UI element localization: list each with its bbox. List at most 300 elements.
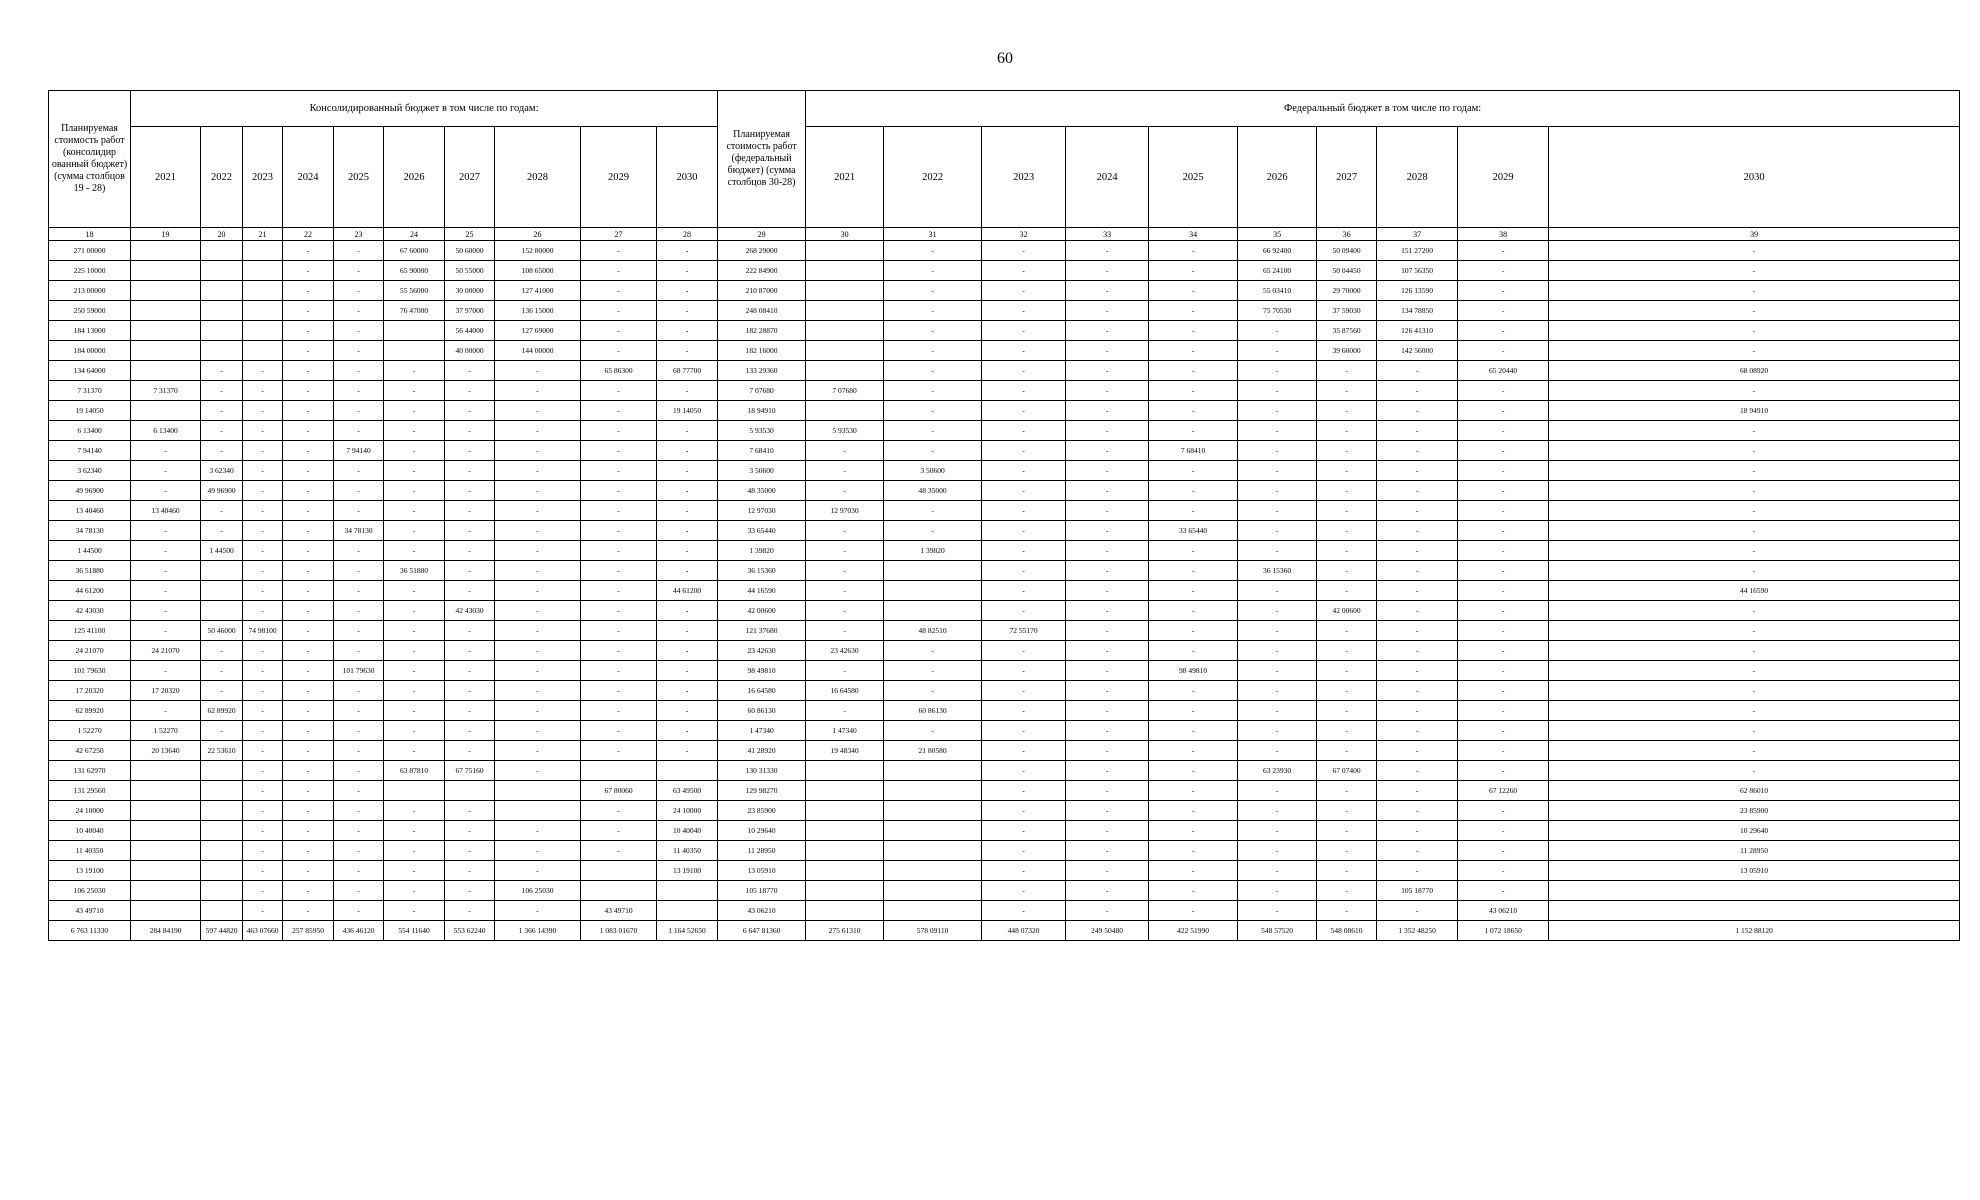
- table-row: [49, 381, 1960, 401]
- table-cell: -: [1317, 501, 1377, 521]
- table-cell: 34 78130: [334, 521, 384, 541]
- table-cell: 3 62340: [49, 461, 131, 481]
- consolidated-year-header: 2030: [657, 127, 718, 228]
- table-cell: -: [283, 241, 334, 261]
- table-cell: [806, 341, 884, 361]
- table-cell: -: [1377, 461, 1458, 481]
- table-cell: -: [884, 281, 982, 301]
- table-cell: -: [1066, 861, 1149, 881]
- consolidated-budget-header: Консолидированный бюджет в том числе по годам:: [131, 91, 718, 127]
- table-cell: -: [1377, 501, 1458, 521]
- table-cell: -: [581, 281, 657, 301]
- federal-year-header: 2022: [884, 127, 982, 228]
- table-cell: 151 27200: [1377, 241, 1458, 261]
- table-cell: -: [1317, 361, 1377, 381]
- table-cell: 5 93530: [718, 421, 806, 441]
- table-cell: -: [495, 361, 581, 381]
- table-cell: 7 68410: [1149, 441, 1238, 461]
- table-cell: -: [283, 301, 334, 321]
- table-cell: -: [495, 721, 581, 741]
- federal-year-header: 2030: [1549, 127, 1960, 228]
- table-cell: 60 86130: [718, 701, 806, 721]
- table-cell: -: [884, 721, 982, 741]
- table-cell: -: [334, 301, 384, 321]
- table-row: [49, 741, 1960, 761]
- table-cell: 13 05910: [1549, 861, 1960, 881]
- table-cell: -: [1317, 461, 1377, 481]
- table-cell: [201, 861, 243, 881]
- table-cell: -: [1377, 401, 1458, 421]
- table-cell: -: [884, 421, 982, 441]
- table-cell: 1 366 14390: [495, 921, 581, 941]
- table-cell: 10 40040: [657, 821, 718, 841]
- column-number-cell: 33: [1066, 228, 1149, 241]
- table-cell: 65 20440: [1458, 361, 1549, 381]
- table-cell: 62 89920: [201, 701, 243, 721]
- table-cell: -: [1149, 581, 1238, 601]
- table-cell: -: [495, 561, 581, 581]
- federal-year-header: 2024: [1066, 127, 1149, 228]
- table-cell: -: [982, 841, 1066, 861]
- table-cell: -: [1458, 441, 1549, 461]
- table-cell: [131, 801, 201, 821]
- table-cell: 98 49810: [1149, 661, 1238, 681]
- total-row: [49, 921, 1960, 941]
- table-cell: -: [131, 661, 201, 681]
- table-cell: -: [445, 641, 495, 661]
- table-cell: -: [384, 641, 445, 661]
- table-cell: 43 49710: [49, 901, 131, 921]
- table-cell: -: [1149, 321, 1238, 341]
- table-cell: -: [1549, 521, 1960, 541]
- table-cell: [806, 361, 884, 381]
- table-cell: -: [1149, 421, 1238, 441]
- table-cell: -: [283, 581, 334, 601]
- table-cell: -: [495, 641, 581, 661]
- table-cell: -: [1238, 521, 1317, 541]
- table-cell: -: [1238, 441, 1317, 461]
- table-cell: [806, 841, 884, 861]
- table-cell: -: [1066, 461, 1149, 481]
- table-cell: -: [283, 621, 334, 641]
- table-cell: -: [1238, 481, 1317, 501]
- column-number-cell: 34: [1149, 228, 1238, 241]
- table-cell: -: [982, 521, 1066, 541]
- table-cell: -: [1238, 741, 1317, 761]
- column-number-cell: 18: [49, 228, 131, 241]
- table-cell: -: [1066, 241, 1149, 261]
- table-cell: 44 61200: [49, 581, 131, 601]
- table-cell: -: [1066, 361, 1149, 381]
- table-cell: -: [243, 821, 283, 841]
- table-cell: -: [201, 721, 243, 741]
- column-number-cell: 27: [581, 228, 657, 241]
- table-cell: 133 29360: [718, 361, 806, 381]
- table-cell: 136 15000: [495, 301, 581, 321]
- column-number-cell: 39: [1549, 228, 1960, 241]
- table-cell: [131, 781, 201, 801]
- table-cell: -: [657, 681, 718, 701]
- table-cell: 41 28920: [718, 741, 806, 761]
- table-cell: -: [1317, 741, 1377, 761]
- table-cell: -: [131, 701, 201, 721]
- table-cell: [131, 241, 201, 261]
- table-cell: -: [982, 481, 1066, 501]
- table-cell: -: [1549, 461, 1960, 481]
- table-cell: -: [982, 581, 1066, 601]
- table-cell: -: [1066, 261, 1149, 281]
- table-cell: -: [445, 861, 495, 881]
- table-cell: [131, 881, 201, 901]
- table-cell: [243, 281, 283, 301]
- table-cell: -: [1149, 781, 1238, 801]
- planned-cost-consolidated-header: Планируемая стоимость работ (консолидир ованный бюджет) (сумма столбцов 19 - 28): [49, 91, 131, 228]
- table-cell: -: [1066, 421, 1149, 441]
- table-cell: 37 97000: [445, 301, 495, 321]
- table-cell: 65 90000: [384, 261, 445, 281]
- table-cell: -: [201, 401, 243, 421]
- table-cell: 1 152 88120: [1549, 921, 1960, 941]
- table-cell: 1 352 48250: [1377, 921, 1458, 941]
- table-cell: -: [1458, 261, 1549, 281]
- table-cell: 105 18770: [718, 881, 806, 901]
- table-cell: -: [1377, 561, 1458, 581]
- table-cell: 42 00600: [1317, 601, 1377, 621]
- table-cell: -: [884, 301, 982, 321]
- table-cell: -: [1317, 541, 1377, 561]
- table-cell: 44 16590: [718, 581, 806, 601]
- table-cell: -: [581, 261, 657, 281]
- table-cell: -: [657, 481, 718, 501]
- table-cell: -: [982, 241, 1066, 261]
- table-cell: -: [334, 561, 384, 581]
- table-cell: -: [445, 701, 495, 721]
- table-cell: -: [445, 841, 495, 861]
- table-cell: -: [1149, 261, 1238, 281]
- column-number-cell: 30: [806, 228, 884, 241]
- table-cell: 24 21070: [131, 641, 201, 661]
- table-cell: -: [884, 401, 982, 421]
- table-cell: 11 40350: [657, 841, 718, 861]
- table-cell: -: [1238, 681, 1317, 701]
- table-cell: -: [657, 661, 718, 681]
- table-cell: -: [384, 881, 445, 901]
- table-cell: -: [1238, 601, 1317, 621]
- table-cell: [884, 821, 982, 841]
- table-cell: 213 00000: [49, 281, 131, 301]
- table-cell: -: [1149, 461, 1238, 481]
- column-number-cell: 26: [495, 228, 581, 241]
- table-cell: -: [982, 821, 1066, 841]
- table-cell: [131, 861, 201, 881]
- table-cell: -: [657, 461, 718, 481]
- table-cell: -: [1238, 341, 1317, 361]
- table-cell: -: [581, 701, 657, 721]
- table-cell: -: [884, 381, 982, 401]
- table-cell: [806, 261, 884, 281]
- table-cell: -: [982, 761, 1066, 781]
- table-cell: 121 37680: [718, 621, 806, 641]
- table-row: [49, 801, 1960, 821]
- budget-table-container: [48, 90, 1960, 941]
- table-cell: -: [201, 381, 243, 401]
- table-cell: [806, 301, 884, 321]
- table-cell: 1 47340: [806, 721, 884, 741]
- table-cell: 65 24100: [1238, 261, 1317, 281]
- table-cell: -: [1458, 521, 1549, 541]
- table-row: [49, 281, 1960, 301]
- table-cell: 144 00000: [495, 341, 581, 361]
- table-cell: -: [1458, 721, 1549, 741]
- table-cell: -: [657, 641, 718, 661]
- table-cell: -: [384, 601, 445, 621]
- table-cell: [384, 781, 445, 801]
- table-cell: -: [243, 761, 283, 781]
- table-cell: -: [1377, 541, 1458, 561]
- column-number-cell: 28: [657, 228, 718, 241]
- table-cell: 248 08410: [718, 301, 806, 321]
- table-cell: -: [1238, 501, 1317, 521]
- table-cell: -: [581, 501, 657, 521]
- table-cell: 43 06210: [718, 901, 806, 921]
- table-cell: -: [1149, 501, 1238, 521]
- table-row: [49, 621, 1960, 641]
- table-cell: 1 083 01670: [581, 921, 657, 941]
- table-cell: -: [243, 781, 283, 801]
- table-cell: -: [201, 501, 243, 521]
- table-cell: -: [243, 381, 283, 401]
- table-cell: 131 29560: [49, 781, 131, 801]
- table-cell: 48 35000: [718, 481, 806, 501]
- table-cell: -: [495, 541, 581, 561]
- consolidated-year-header: 2025: [334, 127, 384, 228]
- table-cell: 24 21070: [49, 641, 131, 661]
- table-cell: -: [1458, 841, 1549, 861]
- table-cell: -: [1317, 901, 1377, 921]
- table-cell: -: [1149, 821, 1238, 841]
- table-cell: 34 78130: [49, 521, 131, 541]
- table-row: [49, 681, 1960, 701]
- table-cell: 7 31370: [49, 381, 131, 401]
- table-cell: -: [1458, 301, 1549, 321]
- table-cell: -: [1549, 621, 1960, 641]
- table-cell: -: [384, 501, 445, 521]
- table-cell: -: [283, 401, 334, 421]
- column-number-cell: 35: [1238, 228, 1317, 241]
- table-cell: -: [982, 741, 1066, 761]
- table-cell: 49 96900: [49, 481, 131, 501]
- table-cell: 182 28870: [718, 321, 806, 341]
- table-cell: -: [495, 501, 581, 521]
- table-cell: -: [1377, 701, 1458, 721]
- table-cell: 13 40460: [49, 501, 131, 521]
- table-cell: 72 55170: [982, 621, 1066, 641]
- table-cell: -: [1066, 641, 1149, 661]
- table-cell: -: [1149, 881, 1238, 901]
- table-cell: -: [806, 601, 884, 621]
- table-cell: -: [1377, 761, 1458, 781]
- table-cell: -: [445, 381, 495, 401]
- table-cell: -: [1377, 841, 1458, 861]
- table-cell: -: [1066, 761, 1149, 781]
- table-cell: -: [283, 881, 334, 901]
- table-cell: -: [334, 741, 384, 761]
- table-cell: -: [982, 321, 1066, 341]
- table-cell: -: [581, 481, 657, 501]
- table-cell: [243, 241, 283, 261]
- table-cell: -: [1377, 621, 1458, 641]
- table-cell: -: [445, 581, 495, 601]
- table-cell: [131, 301, 201, 321]
- table-cell: [243, 301, 283, 321]
- table-cell: 19 48340: [806, 741, 884, 761]
- table-cell: 448 07320: [982, 921, 1066, 941]
- federal-budget-header: Федеральный бюджет в том числе по годам:: [806, 91, 1960, 127]
- table-cell: -: [806, 701, 884, 721]
- column-number-row: [49, 228, 1960, 241]
- table-cell: [131, 901, 201, 921]
- table-cell: -: [1317, 801, 1377, 821]
- table-cell: 1 39820: [718, 541, 806, 561]
- table-cell: -: [334, 501, 384, 521]
- table-cell: [201, 321, 243, 341]
- table-cell: 10 29640: [1549, 821, 1960, 841]
- table-cell: [131, 761, 201, 781]
- table-cell: 108 65000: [495, 261, 581, 281]
- table-cell: -: [1149, 601, 1238, 621]
- table-cell: -: [1317, 681, 1377, 701]
- table-row: [49, 421, 1960, 441]
- table-cell: -: [581, 661, 657, 681]
- table-cell: 127 69000: [495, 321, 581, 341]
- column-number-cell: 29: [718, 228, 806, 241]
- table-cell: -: [334, 721, 384, 741]
- table-cell: -: [1066, 301, 1149, 321]
- table-cell: -: [1549, 761, 1960, 781]
- table-cell: 554 11640: [384, 921, 445, 941]
- table-cell: -: [445, 401, 495, 421]
- table-cell: -: [334, 481, 384, 501]
- table-cell: -: [884, 341, 982, 361]
- table-cell: -: [657, 501, 718, 521]
- table-cell: -: [1149, 481, 1238, 501]
- table-cell: [131, 321, 201, 341]
- table-cell: -: [243, 601, 283, 621]
- table-cell: [131, 361, 201, 381]
- table-cell: -: [334, 881, 384, 901]
- table-cell: -: [1066, 541, 1149, 561]
- table-cell: [1549, 881, 1960, 901]
- federal-year-header: 2029: [1458, 127, 1549, 228]
- table-cell: 597 44820: [201, 921, 243, 941]
- table-cell: -: [1066, 661, 1149, 681]
- planned-cost-federal-header: Планируемая стоимость работ (федеральный бюджет) (сумма столбцов 30-28): [718, 91, 806, 228]
- table-cell: -: [982, 901, 1066, 921]
- table-cell: [806, 901, 884, 921]
- table-cell: -: [384, 541, 445, 561]
- table-row: [49, 761, 1960, 781]
- table-cell: -: [581, 561, 657, 581]
- table-cell: -: [657, 441, 718, 461]
- table-cell: -: [657, 241, 718, 261]
- table-cell: -: [982, 661, 1066, 681]
- table-cell: -: [445, 561, 495, 581]
- table-cell: -: [131, 521, 201, 541]
- table-cell: -: [1377, 821, 1458, 841]
- table-cell: -: [1458, 341, 1549, 361]
- table-cell: -: [384, 521, 445, 541]
- table-cell: -: [581, 641, 657, 661]
- table-cell: 42 00600: [718, 601, 806, 621]
- consolidated-year-header: 2029: [581, 127, 657, 228]
- table-cell: [201, 821, 243, 841]
- table-cell: -: [657, 281, 718, 301]
- table-cell: -: [1066, 401, 1149, 421]
- table-cell: -: [1377, 681, 1458, 701]
- table-cell: 49 96900: [201, 481, 243, 501]
- table-cell: 19 14050: [657, 401, 718, 421]
- table-cell: 37 59030: [1317, 301, 1377, 321]
- table-cell: -: [334, 761, 384, 781]
- table-cell: [201, 841, 243, 861]
- table-cell: -: [334, 241, 384, 261]
- table-cell: 42 43030: [49, 601, 131, 621]
- table-cell: -: [1317, 661, 1377, 681]
- table-cell: -: [581, 441, 657, 461]
- table-cell: -: [1149, 861, 1238, 881]
- table-cell: 65 86300: [581, 361, 657, 381]
- table-cell: -: [1377, 361, 1458, 381]
- table-cell: -: [1458, 681, 1549, 701]
- table-cell: 44 61200: [657, 581, 718, 601]
- table-cell: 249 50480: [1066, 921, 1149, 941]
- table-cell: -: [1377, 601, 1458, 621]
- table-cell: -: [201, 661, 243, 681]
- table-cell: -: [201, 641, 243, 661]
- table-cell: -: [1317, 581, 1377, 601]
- table-cell: -: [1549, 441, 1960, 461]
- table-cell: 134 64000: [49, 361, 131, 381]
- table-cell: -: [384, 821, 445, 841]
- table-cell: -: [884, 441, 982, 461]
- table-cell: -: [334, 261, 384, 281]
- table-cell: [581, 861, 657, 881]
- federal-year-header: 2027: [1317, 127, 1377, 228]
- table-cell: 66 92400: [1238, 241, 1317, 261]
- table-cell: [495, 781, 581, 801]
- table-cell: -: [581, 541, 657, 561]
- table-cell: -: [806, 541, 884, 561]
- table-cell: 106 25030: [49, 881, 131, 901]
- table-cell: 50 60000: [445, 241, 495, 261]
- table-cell: -: [283, 821, 334, 841]
- table-cell: 30 00000: [445, 281, 495, 301]
- table-cell: -: [982, 701, 1066, 721]
- table-cell: -: [243, 421, 283, 441]
- table-cell: -: [334, 541, 384, 561]
- table-cell: -: [1458, 861, 1549, 881]
- table-cell: 48 82510: [884, 621, 982, 641]
- table-cell: [201, 881, 243, 901]
- table-cell: [243, 321, 283, 341]
- table-cell: -: [581, 841, 657, 861]
- table-cell: [201, 281, 243, 301]
- column-number-cell: 25: [445, 228, 495, 241]
- table-cell: -: [283, 841, 334, 861]
- table-cell: 3 50600: [884, 461, 982, 481]
- table-cell: -: [445, 821, 495, 841]
- table-cell: -: [131, 541, 201, 561]
